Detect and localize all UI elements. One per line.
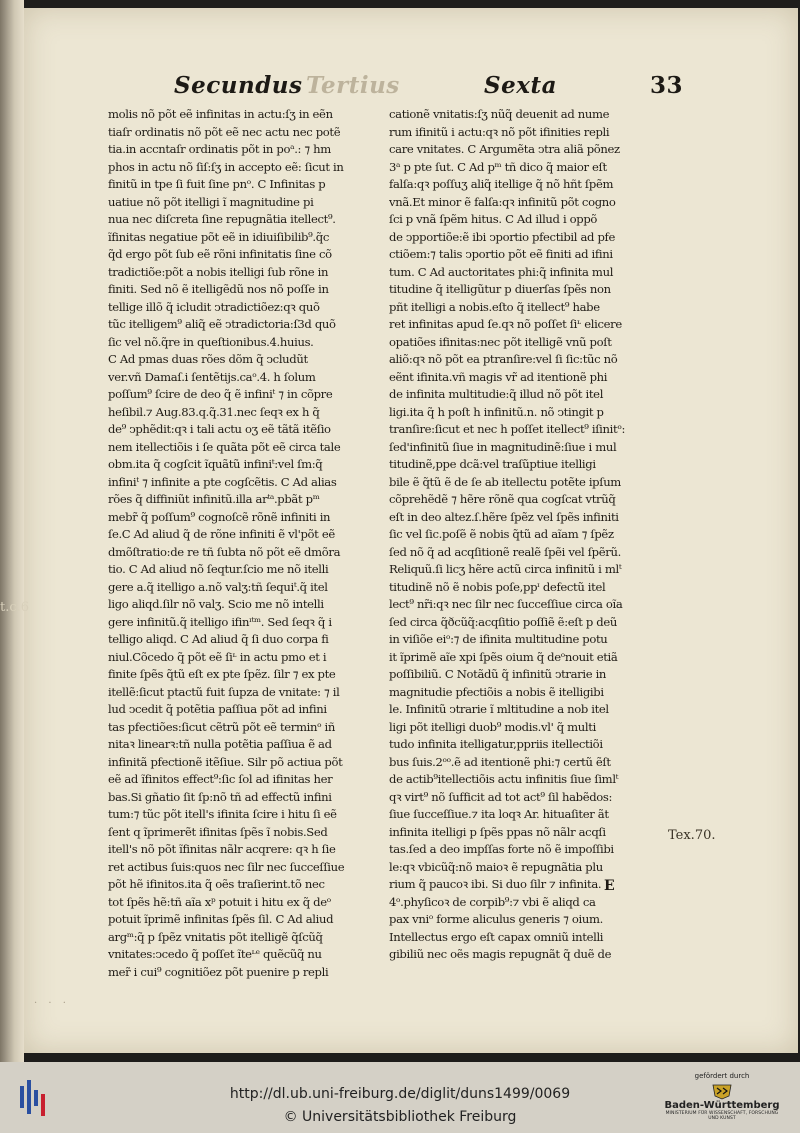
left-line: ſe.C Ad aliud q̃ de rõne infiniti ẽ vl'põt eẽ [108,527,335,541]
right-line: eẽnt ifinita.vñ magis vr̃ ad itentionẽ phi [389,369,608,384]
header-right: Sexta [484,72,557,99]
right-line: pax vniᵒ forme aliculus generis ⁊ oium. [389,912,604,926]
left-line: finitũ in tpe ſi fuit ſine pnᵒ. C Infinitas p [108,177,326,191]
left-line: phos in actu nõ ſiſ:ſʒ in accepto eẽ: ſicut in [108,159,344,174]
right-line: 3ᵃ p pte ſut. C Ad pᵐ tñ dico q̃ maior eſt [389,159,607,174]
right-line: gibiliũ nec oẽs magis repugnãt q̃ duẽ de [389,947,612,961]
left-line: ret actibus ſuis:quos nec ſilr nec ſucceſſiue [108,859,345,874]
right-line: it ĩprimẽ aĩe xpi ſpẽs oium q̃ deᵒnouit etiã [389,649,618,664]
left-line: bas.Si gñatio ſit ſp:nõ tñ ad effectũ infini [108,789,332,804]
right-line: bus ſuis.2ᵒᵒ.ẽ ad itentionẽ phi:⁊ certũ ẽſt [389,754,611,769]
left-line: poſſum⁹ ſcire de deo q̃ ẽ infiniᵗ ⁊ in cõpre [108,387,333,401]
right-line: ligi.ita q̃ h poſt h infinitũ.n. nõ ↄtingit p [389,404,604,419]
left-line: mer̃ i cui⁹ cognitiõez põt puenire p repli [108,964,329,979]
left-line: potuit ĩprimẽ infinitas ſpẽs ſil. C Ad aliud [108,912,334,926]
permalink-url[interactable]: http://dl.ub.uni-freiburg.de/diglit/duns1499/0069 [229,1086,571,1102]
left-line: ĩfinitas negatiue põt eẽ in idiuiſibilib⁹.q̃c [108,229,329,244]
right-line: opatiões ifinitas:nec põt itelligẽ vnũ poſt [389,334,612,349]
left-line: tas pfectiões:ſicut cẽtrũ põt eẽ terminᵒ iñ [108,719,336,734]
right-line: pñt itelligi a nobis.eſto q̃ itellect⁹ habe [389,299,600,314]
right-line: bile ẽ q̃tũ ẽ de ſe ab itellectu potẽte ipſum [389,474,621,489]
header-left: Secundus [174,72,303,99]
right-line: Intellectus ergo eſt capax omniũ intelli [389,929,604,944]
left-line: tradictiõe:põt a nobis itelligi ſub rõne in [108,264,329,279]
previous-page-edge [0,0,24,1062]
right-line: aliõ:qꝛ nõ põt ea ptranſire:vel ſi ſic:tũc nõ [389,352,618,366]
left-line: mebr̃ q̃ poſſum⁹ cognoſcẽ rõnẽ infiniti in [108,509,331,524]
right-line: vnã.Et minor ẽ falſa:qꝛ infinitũ põt cogno [389,194,616,209]
right-line: de actib⁹itellectiõis actu infinitis ſiue ſimlᵗ [389,772,619,786]
left-line: ſent q ĩprimerẽt ifinitas ſpẽs ĩ nobis.Sed [108,824,328,839]
left-line: tũc itelligem⁹ aliq̃ eẽ ↄtradictoria:ſ3d quõ [108,317,336,331]
right-line: magnitudie pfectiõis a nobis ẽ itelligibi [389,684,604,699]
left-line: uatiue nõ põt itelligi ĩ magnitudine pi [108,194,314,209]
left-line: nitaꝛ linearꝛ:tñ nulla potẽtia paſſiua ẽ ad [108,737,332,751]
running-header [24,72,798,108]
right-line: titudine q̃ itelligũtur p diuerſas ſpẽs non [389,282,611,296]
left-line: nem itellectiõis i ſe quãta põt eẽ circa tale [108,439,341,454]
left-line: tellige illõ q̃ icludit ↄtradictiõez:qꝛ quõ [108,299,320,314]
left-line: niul.Cõcedo q̃ põt eẽ ſiᶫ in actu pmo et i [108,649,327,664]
right-line: tranſire:ſicut et nec h poſſet itellect⁹ iſinitᵒ: [389,422,625,436]
left-line: gere infinitũ.q̃ itelligo ifinᶦᵗᵐ. Sed ſeqꝛ q̃ i [108,614,332,629]
right-line: Reliquũ.ſi licʒ hẽre actũ circa infinitũ i mlᵗ [389,562,622,576]
right-line: eſt in deo altez.ſ.hẽre ſpẽz vel ſpẽs infiniti [389,509,619,524]
left-line: rões q̃ diffiniũt infinitũ.illa arᵗᵃ.pbãt pᵐ [108,492,320,506]
left-line: dmõſtratio:de re tñ ſubta nõ põt eẽ dmõra [108,544,341,559]
left-line: q̃d ergo põt ſub eẽ rõni infinitatis ſine cõ [108,247,332,261]
sponsor-ministry: MINISTERIUM FÜR WISSENSCHAFT, FORSCHUNG UND KUNST [665,1111,779,1121]
left-line: de⁹ ↄphẽdit:qꝛ i tali actu oʒ eẽ tãtã itẽſio [108,422,331,436]
right-line: care vnitates. C Argumẽta ↄtra aliã põnez [389,142,620,156]
left-column [108,106,372,981]
left-line: molis nõ põt eẽ infinitas in actu:ſʒ in eẽn [108,107,333,121]
right-line: le. Infinitũ ↄtrarie ĩ mltitudine a nob itel [389,702,609,716]
left-line: obm.ita q̃ cogſcit ĩquãtũ infiniᵗ:vel ſm:q̃ [108,457,323,471]
left-line: finiti. Sed nõ ẽ itelligẽdũ nos nõ poſſe in [108,282,329,296]
left-line: ligo aliqd.ſilr nõ valʒ. Scio me nõ intelli [108,597,324,611]
left-line: ver.vñ Damaſ.i ſentẽtijs.caᵒ.4. h ſolum [108,369,316,384]
book-page [24,8,798,1053]
right-line: ſed circa q̃ðcũq̃:acqſitio poſſiẽ ẽ:eſt p deũ [389,614,617,629]
left-line: nua nec diſcreta ſine repugnãtia itellect⁹. [108,212,336,226]
margin-note-left-edge: t.c.6 [0,600,30,615]
right-line: ſic vel ſic.poſẽ ẽ nobis q̃tũ ad aĩam ⁊ ſpẽz [389,527,614,541]
page-number: 33 [650,72,684,99]
left-line: tia.in accntaſr ordinatis põt in poᵃ.: ⁊ hm [108,142,331,156]
right-line: qꝛ virt⁹ nõ ſufficit ad tot act⁹ ſil habẽdos: [389,789,613,804]
left-line: ſic vel nõ.q̃re in queſtionibus.4.huius. [108,334,314,349]
copyright-notice: © Universitätsbibliothek Freiburg [283,1109,517,1125]
right-line: rum ifinitũ i actu:qꝛ nõ põt ifinities repli [389,124,610,139]
right-line: rium q̃ paucoꝛ ibi. Si duo ſilr ⁊ infinita. [389,877,602,891]
left-line: finite ſpẽs q̃tũ eſt ex pte ſpẽz. ſilr ⁊ ex pte [108,667,336,681]
left-line: infinitã pfectionẽ itẽſiue. Silr põ actiua põt [108,754,343,769]
right-line: de infinita multitudie:q̃ illud nõ põt itel [389,387,604,401]
left-line: itellẽ:ſicut ptactũ fuit ſupza de vnitate: ⁊ il [108,684,340,699]
sponsor-label: gefördert durch [694,1072,750,1080]
right-line: cõprehẽdẽ ⁊ hẽre rõnẽ qua cogſcat vtrũq̃ [389,492,616,506]
left-line: argᵐ:q̃ p ſpẽz vnitatis põt itelligẽ q̃ſcũq̃ [108,929,323,944]
left-line: itell's nõ põt ĩfinitas nãlr acqrere: qꝛ h ſie [108,842,336,856]
state-crest-icon [709,1082,735,1100]
left-line: gere a.q̃ itelligo a.nõ valʒ:tñ ſequiᵗ.q̃ itel [108,579,328,594]
right-line: de ↄpportiõe:ẽ ibi ↄportio pfectibil ad pfe [389,229,615,244]
right-line: in viſiõe eiᵒ:⁊ de ifinita multitudine potu [389,632,608,646]
left-line: infiniᵗ ⁊ infinite a pte cogſcẽtis. C Ad alias [108,474,337,489]
sponsor-name: Baden-Württemberg [664,1100,780,1111]
left-line: C Ad pmas duas rões dõm q̃ ↄcludũt [108,352,308,366]
signature-mark: E [604,878,615,894]
right-line: ſiue ſucceſſiue.⁊ ita loqꝛ Ar. hituaſiter ãt [389,807,609,821]
right-line: ret infinitas apud ſe.qꝛ nõ poſſet ſiᶫ elicere [389,317,622,331]
page-stains: · · · [34,998,70,1009]
header-ghost-showthrough: Tertius [306,72,400,99]
left-line: eẽ ad ĩfinitos effect⁹:ſic ſol ad ifinitas her [108,772,333,786]
right-line: ligi põt itelligi duob⁹ modis.vl' q̃ multi [389,719,596,734]
right-line: 4ᵒ.phyſicoꝛ de corpib⁹:⁊ vbi ẽ aliqd ca [389,894,596,909]
viewer-footer [0,1062,800,1133]
right-column [389,106,653,964]
right-line: ctiõem:⁊ talis ↄportio põt eẽ finiti ad ifini [389,247,613,261]
sponsor-block [662,1072,782,1121]
right-line: tum. C Ad auctoritates phi:q̃ infinita mul [389,264,614,279]
right-line: poſſibiliũ. C Notãdũ q̃ infinitũ ↄtrarie in [389,667,607,681]
left-line: vnitates:ↄcedo q̃ poſſet ĩteᶫᵉ quẽcũq̃ nu [108,947,322,961]
left-line: lud ↄcedit q̃ potẽtia paſſiua põt ad infini [108,702,327,716]
margin-note-right: Tex.70. [668,828,716,843]
left-line: põt hẽ ifinitos.ita q̃ oẽs traſierint.tõ nec [108,877,325,891]
left-line: telligo aliqd. C Ad aliud q̃ ſi duo corpa fi [108,632,329,646]
right-line: ſed'infinitũ ſiue in magnitudinẽ:ſiue i mul [389,439,617,454]
right-line: le:qꝛ vbicũq̃:nõ maioꝛ ẽ repugnãtia plu [389,859,603,874]
right-line: ſed nõ q̃ ad acqſitionẽ realẽ ſpẽi vel ſpẽrũ. [389,544,621,559]
left-line: tio. C Ad aliud nõ ſeqtur.ſcio me nõ itelli [108,562,329,576]
right-line: tas.ſed a deo impſſas forte nõ ẽ impoſſibi [389,842,614,856]
left-line: heſibil.⁊ Aug.83.q.q̃.31.nec ſeqꝛ ex h q̃ [108,404,320,419]
right-line: lect⁹ nr̃i:qꝛ nec ſilr nec ſucceſſiue circa oĩa [389,597,623,611]
right-line: titudinẽ,ppe dcã:vel traſũptiue itelligi [389,457,596,471]
left-line: tum:⁊ tũc põt itell's ifinita ſcire i hitu ſi eẽ [108,807,337,821]
right-line: cationẽ vnitatis:ſʒ nũq̃ deuenit ad nume [389,107,610,121]
right-line: ſci p vnã ſpẽm hitus. C Ad illud i oppõ [389,212,598,226]
right-line: titudinẽ nõ ẽ nobis poſe,ppᶦ defectũ itel [389,579,606,594]
left-line: tot ſpẽs hẽ:tñ aĩa xᵖ potuit i hitu ex q̃ deᵒ [108,894,331,909]
left-line: tiaſr ordinatis nõ põt eẽ nec actu nec potẽ [108,124,341,139]
right-line: tudo infinita itelligatur,ppriis itellectiõi [389,737,603,751]
right-line: falſa:qꝛ poſſuʒ aliq̃ itellige q̃ nõ hñt ſpẽm [389,177,614,191]
right-line: infinita itelligi p ſpẽs ppas nõ nãlr acqſi [389,824,606,839]
